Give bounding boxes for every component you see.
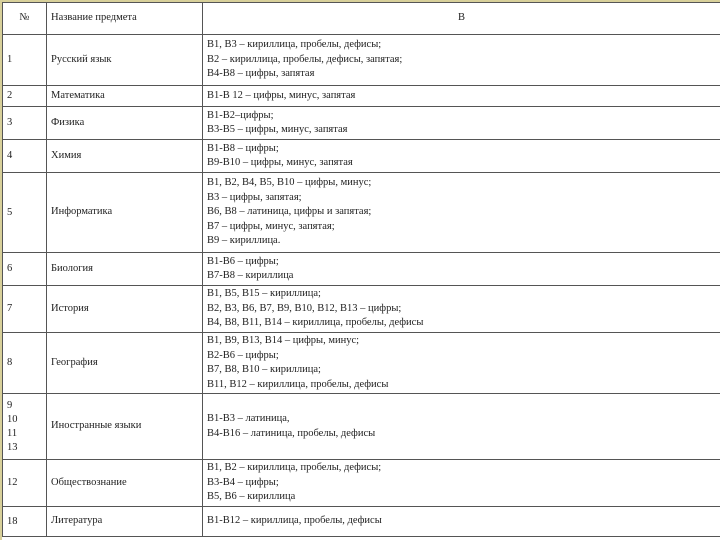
b-requirement-line: В3-В5 – цифры, минус, запятая (207, 124, 348, 135)
table-row (3, 507, 720, 537)
row-number-line: 9 (7, 399, 13, 411)
row-number-line: 4 (7, 150, 13, 161)
row-number-line: 8 (7, 357, 13, 368)
b-requirements (203, 173, 720, 253)
row-number (3, 140, 47, 173)
b-requirements (203, 507, 720, 537)
b-requirement-line: В4, В8, В11, В14 – кириллица, пробелы, дефисы (207, 317, 424, 329)
header-number: № (3, 3, 47, 35)
row-number-line: 3 (7, 117, 13, 128)
b-requirements (203, 333, 720, 394)
subject-name: Литература (47, 507, 203, 537)
table-row (3, 460, 720, 507)
header-subject-name: Название предмета (47, 3, 203, 35)
table-row (3, 394, 720, 460)
subject-name: Математика (47, 86, 203, 107)
b-requirement-line: В2 – кириллица, пробелы, дефисы, запятая; (207, 53, 403, 65)
row-number-line: 5 (7, 206, 13, 218)
row-number (3, 173, 47, 253)
b-requirement-line: В1, В5, В15 – кириллица; (207, 288, 321, 300)
row-number (3, 333, 47, 394)
subject-name: География (47, 333, 203, 394)
b-requirement-line: В5, В6 – кириллица (207, 491, 296, 503)
b-requirement-line: В1-В2–цифры; (207, 109, 274, 121)
row-number-line: 18 (7, 515, 18, 527)
row-number (3, 35, 47, 86)
table-row (3, 253, 720, 286)
b-requirement-line: В9-В10 – цифры, минус, запятая (207, 157, 353, 168)
row-number-line: 12 (7, 477, 18, 488)
b-requirement-line: В1-В3 – латиница, (207, 413, 290, 424)
row-number (3, 460, 47, 507)
b-requirements (203, 86, 720, 107)
b-requirement-line: В1-В8 – цифры; (207, 142, 279, 154)
b-requirement-line: В7-В8 – кириллица (207, 270, 294, 281)
row-number (3, 286, 47, 333)
subject-name: Информатика (47, 173, 203, 253)
row-number-line: 1 (7, 54, 13, 65)
b-requirements (203, 286, 720, 333)
row-number (3, 107, 47, 140)
subject-name: Русский язык (47, 35, 203, 86)
b-requirement-line: В2-В6 – цифры; (207, 349, 279, 361)
row-number-line: 11 (7, 427, 18, 439)
table-row (3, 35, 720, 86)
subject-name: Обществознание (47, 460, 203, 507)
row-number-line: 2 (7, 90, 13, 101)
b-requirement-line: В4-В16 – латиница, пробелы, дефисы (207, 427, 376, 439)
b-requirement-line: В1-В6 – цифры; (207, 255, 279, 267)
b-requirement-line: В11, В12 – кириллица, пробелы, дефисы (207, 378, 389, 390)
row-number (3, 86, 47, 107)
b-requirement-line: В3-В4 – цифры; (207, 476, 279, 488)
table-body (3, 35, 720, 537)
b-requirement-line: В1, В2 – кириллица, пробелы, дефисы; (207, 462, 382, 474)
row-number-line: 10 (7, 413, 18, 425)
row-number (3, 394, 47, 460)
row-number-line: 7 (7, 303, 13, 314)
subject-name: Биология (47, 253, 203, 286)
header-b: В (203, 3, 720, 35)
row-number (3, 253, 47, 286)
subjects-table (2, 2, 720, 537)
table-row (3, 86, 720, 107)
table-row (3, 107, 720, 140)
table-header-row (3, 3, 720, 35)
b-requirement-line: В3 – цифры, запятая; (207, 191, 302, 203)
b-requirement-line: В1, В3 – кириллица, пробелы, дефисы; (207, 39, 382, 51)
table-row (3, 286, 720, 333)
subject-name: Физика (47, 107, 203, 140)
b-requirements (203, 253, 720, 286)
b-requirement-line: В9 – кириллица. (207, 235, 281, 247)
b-requirement-line: В4-В8 – цифры, запятая (207, 68, 315, 80)
subject-name: Химия (47, 140, 203, 173)
table-row (3, 173, 720, 253)
b-requirement-line: В7, В8, В10 – кириллица; (207, 364, 321, 375)
subject-name: Иностранные языки (47, 394, 203, 460)
b-requirement-line: В7 – цифры, минус, запятая; (207, 220, 335, 232)
b-requirement-line: В1-В12 – кириллица, пробелы, дефисы (207, 515, 382, 527)
table-row (3, 140, 720, 173)
b-requirements (203, 460, 720, 507)
b-requirement-line: В6, В8 – латиница, цифры и запятая; (207, 206, 372, 218)
b-requirement-line: В1-В 12 – цифры, минус, запятая (207, 89, 356, 101)
b-requirement-line: В1, В9, В13, В14 – цифры, минус; (207, 335, 360, 346)
b-requirements (203, 140, 720, 173)
b-requirement-line: В1, В2, В4, В5, В10 – цифры, минус; (207, 177, 372, 189)
b-requirements (203, 35, 720, 86)
row-number (3, 507, 47, 537)
b-requirement-line: В2, В3, В6, В7, В9, В10, В12, В13 – цифры; (207, 302, 402, 314)
b-requirements (203, 107, 720, 140)
row-number-line: 13 (7, 441, 18, 453)
table-row (3, 333, 720, 394)
b-requirements (203, 394, 720, 460)
row-number-line: 6 (7, 263, 13, 274)
subject-name: История (47, 286, 203, 333)
